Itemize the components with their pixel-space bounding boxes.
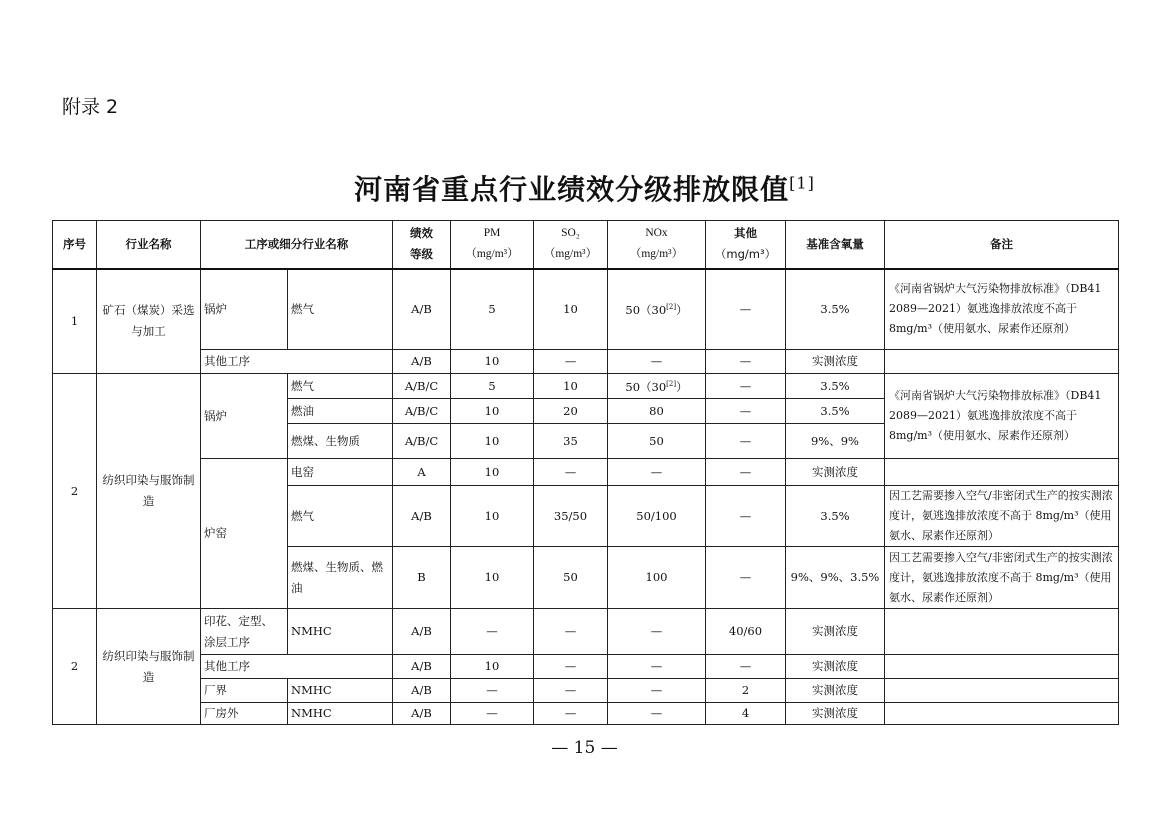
cell-so2: — xyxy=(534,459,608,486)
table-row xyxy=(53,703,1119,725)
cell-sub: 燃煤、生物质、燃油 xyxy=(288,547,393,609)
cell-process: 锅炉 xyxy=(201,374,288,459)
cell-o2: 3.5% xyxy=(786,374,885,399)
header-pm: PM （mg/m³） xyxy=(451,221,534,269)
cell-o2: 实测浓度 xyxy=(786,350,885,374)
cell-so2: — xyxy=(534,655,608,679)
cell-other: — xyxy=(706,655,786,679)
cell-sub: 燃气 xyxy=(288,269,393,350)
cell-remark xyxy=(885,459,1119,486)
cell-other: — xyxy=(706,486,786,547)
cell-grade: A/B xyxy=(393,703,451,725)
cell-nox: 80 xyxy=(608,399,706,424)
cell-grade: A/B xyxy=(393,486,451,547)
cell-remark xyxy=(885,703,1119,725)
cell-pm: 10 xyxy=(451,459,534,486)
cell-o2: 实测浓度 xyxy=(786,655,885,679)
cell-o2: 实测浓度 xyxy=(786,609,885,655)
cell-grade: A/B/C xyxy=(393,399,451,424)
cell-so2: — xyxy=(534,703,608,725)
cell-nox: 50（30[2]） xyxy=(608,374,706,399)
cell-o2: 实测浓度 xyxy=(786,679,885,703)
cell-grade: A/B/C xyxy=(393,374,451,399)
table-row xyxy=(53,609,1119,655)
cell-so2: 50 xyxy=(534,547,608,609)
cell-pm: 5 xyxy=(451,374,534,399)
cell-process: 厂界 xyxy=(201,679,288,703)
cell-other: — xyxy=(706,350,786,374)
header-industry: 行业名称 xyxy=(97,221,201,269)
header-seq: 序号 xyxy=(53,221,97,269)
table-row xyxy=(53,459,1119,486)
cell-sub: NMHC xyxy=(288,609,393,655)
table-header-row xyxy=(53,221,1119,269)
cell-seq: 1 xyxy=(53,269,97,374)
cell-grade: A/B xyxy=(393,609,451,655)
cell-seq: 2 xyxy=(53,374,97,609)
cell-grade: A/B xyxy=(393,655,451,679)
header-nox: NOx （mg/m³） xyxy=(608,221,706,269)
cell-pm: — xyxy=(451,703,534,725)
cell-grade: A/B xyxy=(393,269,451,350)
document-title xyxy=(0,168,1169,208)
cell-sub: 燃油 xyxy=(288,399,393,424)
cell-remark: 《河南省锅炉大气污染物排放标准》（DB41 2089—2021）氨逃逸排放浓度不高于 8mg/m³（使用氨水、尿素作还原剂） xyxy=(885,374,1119,459)
cell-process: 其他工序 xyxy=(201,350,393,374)
cell-so2: — xyxy=(534,679,608,703)
cell-so2: 35/50 xyxy=(534,486,608,547)
table-row xyxy=(53,655,1119,679)
cell-remark: 因工艺需要掺入空气/非密闭式生产的按实测浓度计，氨逃逸排放浓度不高于 8mg/m³（使用氨水、尿素作还原剂） xyxy=(885,547,1119,609)
cell-nox: — xyxy=(608,679,706,703)
header-grade: 绩效 等级 xyxy=(393,221,451,269)
cell-industry: 纺织印染与服饰制造 xyxy=(97,609,201,725)
header-remark: 备注 xyxy=(885,221,1119,269)
cell-sub: NMHC xyxy=(288,703,393,725)
cell-pm: 10 xyxy=(451,547,534,609)
cell-so2: 10 xyxy=(534,269,608,350)
appendix-label: 附录 2 xyxy=(62,96,119,118)
cell-seq: 2 xyxy=(53,609,97,725)
cell-process: 炉窑 xyxy=(201,459,288,609)
cell-other: — xyxy=(706,269,786,350)
cell-pm: 5 xyxy=(451,269,534,350)
cell-process: 印花、定型、涂层工序 xyxy=(201,609,288,655)
cell-o2: 3.5% xyxy=(786,486,885,547)
header-so2: SO₂ （mg/m³） xyxy=(534,221,608,269)
cell-pm: 10 xyxy=(451,399,534,424)
title-footnote: [1] xyxy=(789,173,815,193)
cell-sub: 燃气 xyxy=(288,486,393,547)
cell-o2: 3.5% xyxy=(786,269,885,350)
cell-grade: A/B xyxy=(393,679,451,703)
table-row xyxy=(53,350,1119,374)
cell-so2: 10 xyxy=(534,374,608,399)
table-row xyxy=(53,679,1119,703)
title-text: 河南省重点行业绩效分级排放限值 xyxy=(354,173,790,206)
cell-industry: 矿石（煤炭）采选与加工 xyxy=(97,269,201,374)
cell-process: 厂房外 xyxy=(201,703,288,725)
cell-remark: 《河南省锅炉大气污染物排放标准》（DB41 2089—2021）氨逃逸排放浓度不高于 8mg/m³（使用氨水、尿素作还原剂） xyxy=(885,269,1119,350)
cell-other: — xyxy=(706,459,786,486)
header-o2: 基准含氧量 xyxy=(786,221,885,269)
cell-grade: A/B xyxy=(393,350,451,374)
header-process: 工序或细分行业名称 xyxy=(201,221,393,269)
cell-grade: B xyxy=(393,547,451,609)
cell-remark xyxy=(885,655,1119,679)
cell-industry: 纺织印染与服饰制造 xyxy=(97,374,201,609)
cell-pm: 10 xyxy=(451,486,534,547)
emission-limits-table xyxy=(52,220,1119,725)
cell-nox: — xyxy=(608,350,706,374)
cell-sub: 燃煤、生物质 xyxy=(288,424,393,459)
cell-other: 4 xyxy=(706,703,786,725)
header-other: 其他 （mg/m³） xyxy=(706,221,786,269)
cell-other: — xyxy=(706,547,786,609)
cell-o2: 9%、9%、3.5% xyxy=(786,547,885,609)
cell-pm: — xyxy=(451,679,534,703)
cell-nox: — xyxy=(608,459,706,486)
cell-pm: — xyxy=(451,609,534,655)
cell-grade: A/B/C xyxy=(393,424,451,459)
cell-remark xyxy=(885,350,1119,374)
cell-process: 其他工序 xyxy=(201,655,393,679)
cell-remark: 因工艺需要掺入空气/非密闭式生产的按实测浓度计，氨逃逸排放浓度不高于 8mg/m³（使用氨水、尿素作还原剂） xyxy=(885,486,1119,547)
cell-o2: 3.5% xyxy=(786,399,885,424)
cell-pm: 10 xyxy=(451,424,534,459)
cell-o2: 实测浓度 xyxy=(786,459,885,486)
cell-other: — xyxy=(706,374,786,399)
cell-sub: 电窑 xyxy=(288,459,393,486)
cell-o2: 实测浓度 xyxy=(786,703,885,725)
cell-so2: — xyxy=(534,609,608,655)
cell-grade: A xyxy=(393,459,451,486)
cell-sub: 燃气 xyxy=(288,374,393,399)
cell-so2: 20 xyxy=(534,399,608,424)
page-number: — 15 — xyxy=(551,738,618,758)
cell-so2: 35 xyxy=(534,424,608,459)
cell-nox: 100 xyxy=(608,547,706,609)
cell-other: — xyxy=(706,399,786,424)
cell-process: 锅炉 xyxy=(201,269,288,350)
cell-other: 40/60 xyxy=(706,609,786,655)
cell-nox: — xyxy=(608,609,706,655)
cell-so2: — xyxy=(534,350,608,374)
cell-nox: 50/100 xyxy=(608,486,706,547)
table-row xyxy=(53,269,1119,350)
table-row xyxy=(53,374,1119,399)
cell-other: — xyxy=(706,424,786,459)
cell-nox: 50（30[2]） xyxy=(608,269,706,350)
cell-remark xyxy=(885,679,1119,703)
cell-nox: — xyxy=(608,655,706,679)
cell-pm: 10 xyxy=(451,350,534,374)
cell-other: 2 xyxy=(706,679,786,703)
cell-nox: — xyxy=(608,703,706,725)
cell-pm: 10 xyxy=(451,655,534,679)
cell-remark xyxy=(885,609,1119,655)
cell-sub: NMHC xyxy=(288,679,393,703)
cell-o2: 9%、9% xyxy=(786,424,885,459)
cell-nox: 50 xyxy=(608,424,706,459)
